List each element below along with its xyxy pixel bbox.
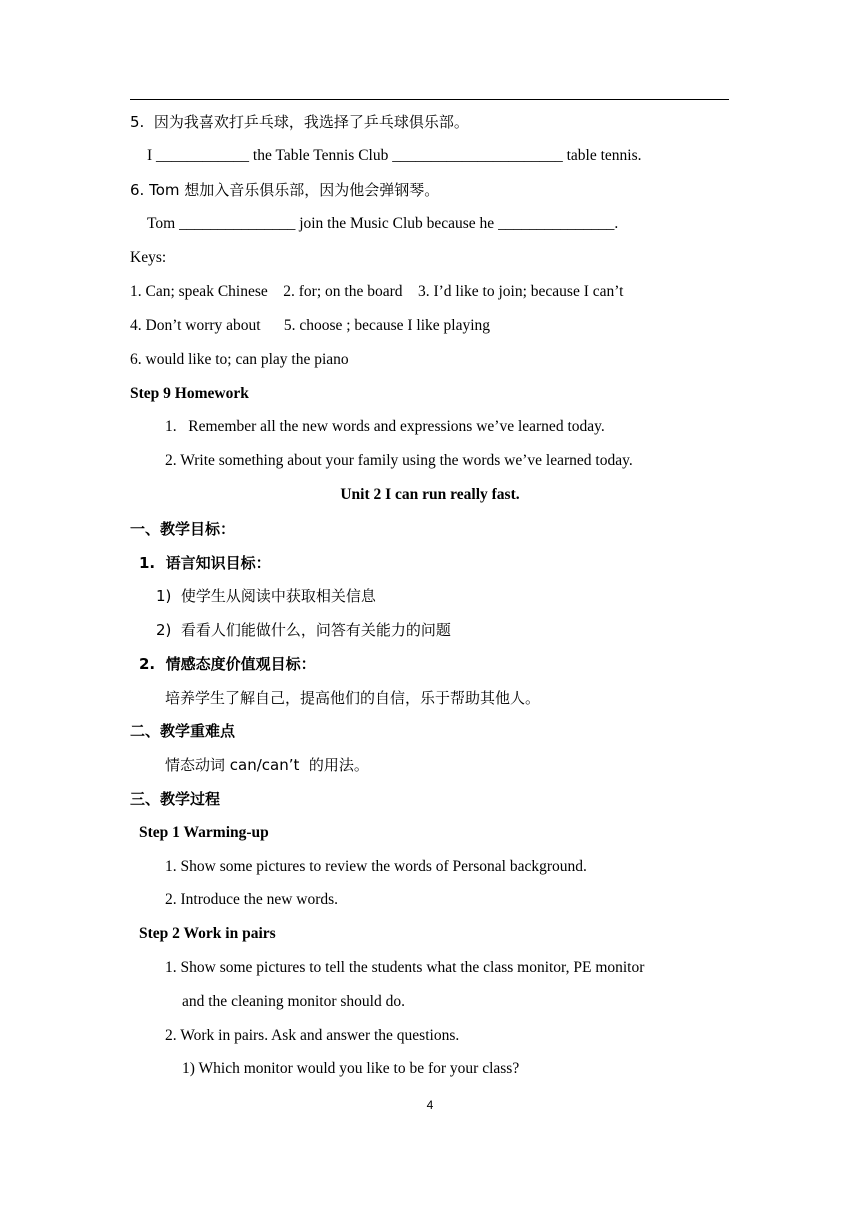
section-2-heading: 二、教学重难点 <box>130 722 236 740</box>
homework-item-2: 2. Write something about your family using the words we’ve learned today. <box>165 452 633 469</box>
step-2-heading: Step 2 Work in pairs <box>139 925 276 942</box>
exercise-5-chinese: 5. 因为我喜欢打乒乓球，我选择了乒乓球俱乐部。 <box>130 113 469 131</box>
goal-2-heading: 2. 情感态度价值观目标： <box>139 655 316 673</box>
unit-title: Unit 2 I can run really fast. <box>340 486 520 503</box>
goal-1-item-2: 2) 看看人们能做什么，问答有关能力的问题 <box>156 621 451 639</box>
section-2-text: 情态动词 can/can’t 的用法。 <box>165 756 369 774</box>
header-rule <box>130 99 729 100</box>
keys-heading: Keys: <box>130 249 167 266</box>
step-1-item-1: 1. Show some pictures to review the words of Personal background. <box>165 858 587 875</box>
keys-line-1: 1. Can; speak Chinese 2. for; on the board 3. I’d like to join; because I can’t <box>130 283 624 300</box>
goal-1-heading: 1. 语言知识目标： <box>139 554 271 572</box>
exercise-6-chinese: 6. Tom 想加入音乐俱乐部，因为他会弹钢琴。 <box>130 181 440 199</box>
exercise-6-english: Tom _______________ join the Music Club because he _______________. <box>147 215 619 232</box>
step-2-item-1: 1. Show some pictures to tell the students what the class monitor, PE monitor <box>165 959 645 976</box>
step-2-question-1: 1) Which monitor would you like to be for your class? <box>182 1060 520 1077</box>
keys-line-3: 6. would like to; can play the piano <box>130 351 349 368</box>
section-1-heading: 一、教学目标： <box>130 520 236 538</box>
section-3-heading: 三、教学过程 <box>130 790 221 808</box>
keys-line-2: 4. Don’t worry about 5. choose ; because I like playing <box>130 317 491 334</box>
goal-1-item-1: 1) 使学生从阅读中获取相关信息 <box>156 587 376 605</box>
step-9-heading: Step 9 Homework <box>130 385 249 402</box>
goal-2-text: 培养学生了解自己，提高他们的自信，乐于帮助其他人。 <box>165 689 541 707</box>
homework-item-1: 1. Remember all the new words and expressions we’ve learned today. <box>165 418 605 435</box>
step-1-heading: Step 1 Warming-up <box>139 824 269 841</box>
step-1-item-2: 2. Introduce the new words. <box>165 891 339 908</box>
step-2-item-1-continued: and the cleaning monitor should do. <box>182 993 405 1010</box>
step-2-item-2: 2. Work in pairs. Ask and answer the questions. <box>165 1027 460 1044</box>
exercise-5-english: I ____________ the Table Tennis Club ______________________ table tennis. <box>147 147 642 164</box>
page-number: 4 <box>426 1098 434 1112</box>
